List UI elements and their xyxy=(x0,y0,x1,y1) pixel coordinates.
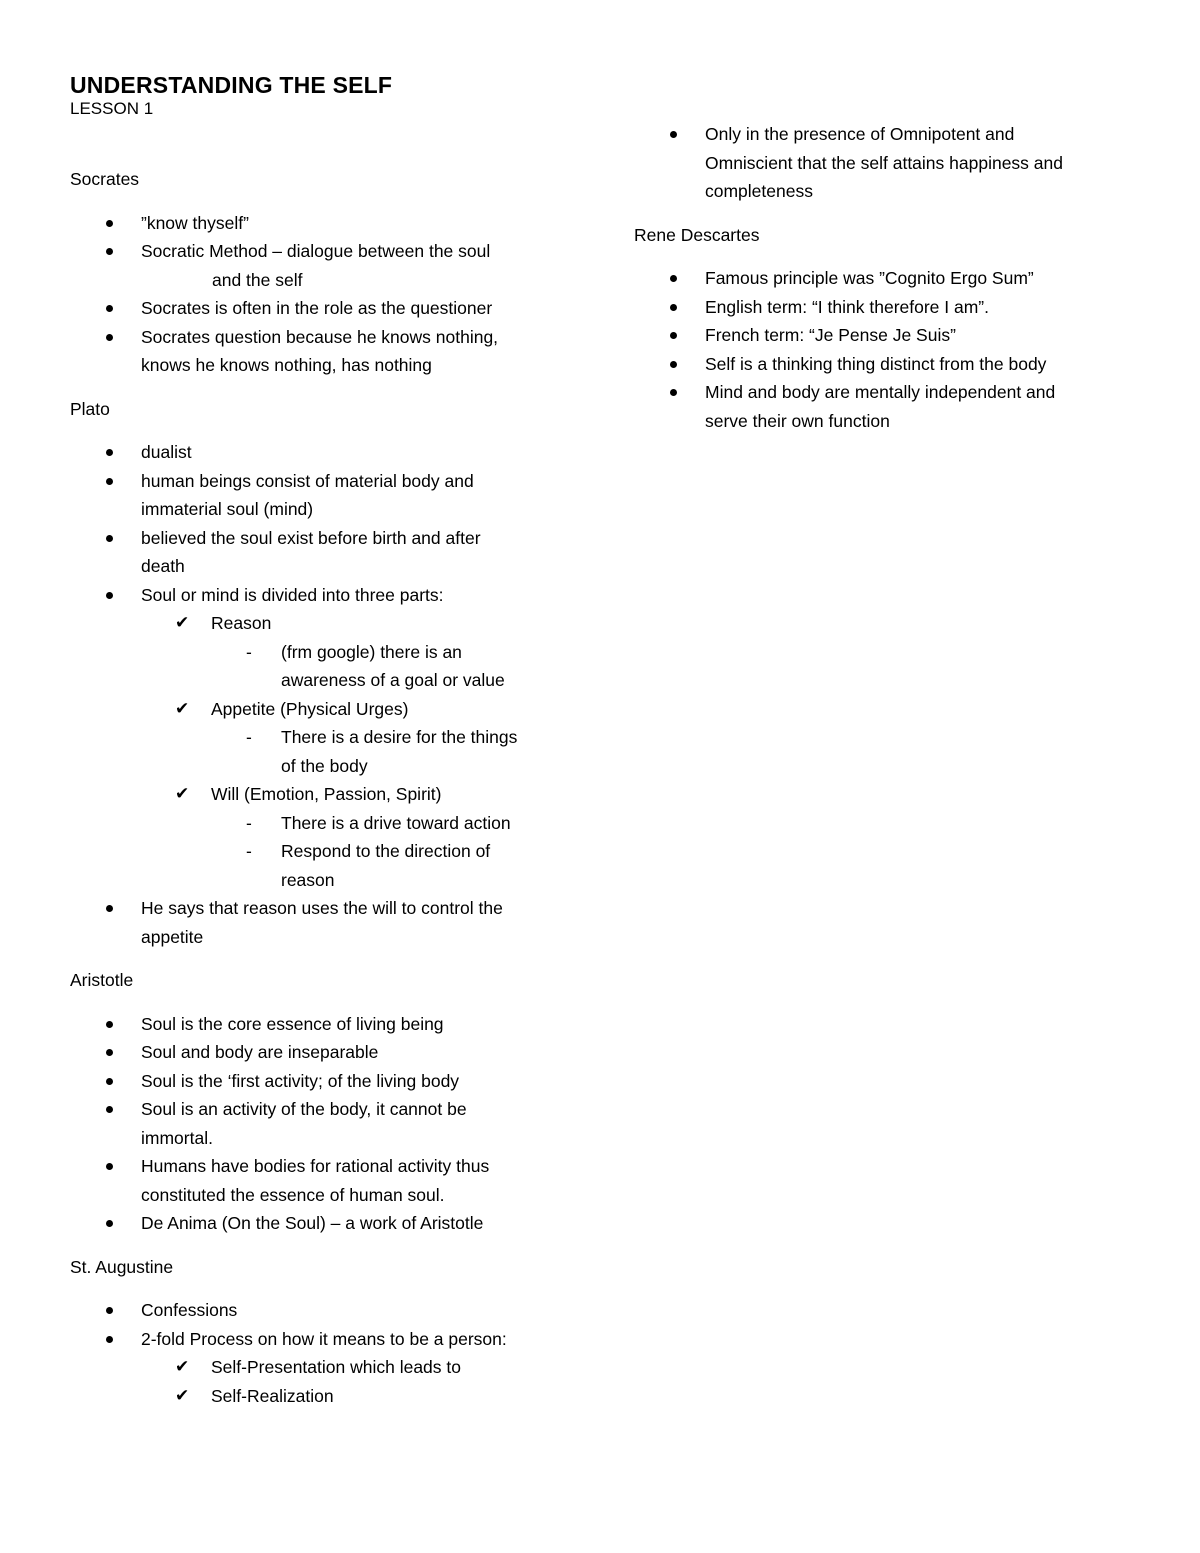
list-item: He says that reason uses the will to control the appetite xyxy=(70,894,570,951)
bullet-icon xyxy=(106,220,113,227)
list-item: Only in the presence of Omnipotent and Omniscient that the self attains happiness and completeness xyxy=(634,120,1134,206)
list-item: believed the soul exist before birth and after death xyxy=(70,524,570,581)
sub-item: - There is a desire for the things of the body xyxy=(70,723,570,780)
bullet-icon xyxy=(670,389,677,396)
bullet-icon xyxy=(106,1220,113,1227)
sub-list xyxy=(141,723,570,780)
dash-icon: - xyxy=(246,841,252,861)
list-item: Soul or mind is divided into three parts: ✔ Reason - (frm google) there is an awareness of a goal or value ✔ Appetite (Physical Urges) - There is a desire for the things of the body ✔ Will (Emotion, Passion, Spirit) - There is a drive toward action - Respond to the direction of reason xyxy=(70,581,570,895)
list-item: human beings consist of material body and immaterial soul (mind) xyxy=(70,467,570,524)
socrates-list xyxy=(70,209,570,380)
bullet-icon xyxy=(106,334,113,341)
list-item: Soul and body are inseparable xyxy=(70,1038,570,1067)
augustine-list xyxy=(70,1296,570,1410)
bullet-icon xyxy=(106,1049,113,1056)
bullet-icon xyxy=(106,1336,113,1343)
soul-part-appetite: ✔ Appetite (Physical Urges) - There is a desire for the things of the body xyxy=(70,695,570,781)
dash-icon: - xyxy=(246,812,252,833)
lesson-label: LESSON 1 xyxy=(70,99,154,118)
list-item: 2-fold Process on how it means to be a person: ✔ Self-Presentation which leads to ✔ Self-Realization xyxy=(70,1325,570,1411)
bullet-icon xyxy=(670,304,677,311)
list-item: Self is a thinking thing distinct from the body xyxy=(634,350,1134,379)
right-column xyxy=(634,120,1134,435)
document-title: UNDERSTANDING THE SELF xyxy=(70,72,393,98)
list-item: French term: “Je Pense Je Suis” xyxy=(634,321,1134,350)
list-item: ”know thyself” xyxy=(70,209,570,238)
list-item: Socratic Method – dialogue between the soul and the self xyxy=(70,237,570,294)
sub-item: - (frm google) there is an awareness of a goal or value xyxy=(70,638,570,695)
list-item: Soul is an activity of the body, it cannot be immortal. xyxy=(70,1095,570,1152)
section-heading-aristotle: Aristotle xyxy=(70,970,134,990)
list-item: Soul is the ‘first activity; of the living body xyxy=(70,1067,570,1096)
section-heading-descartes: Rene Descartes xyxy=(634,224,760,245)
section-heading-plato: Plato xyxy=(70,398,110,419)
list-item: Confessions xyxy=(70,1296,570,1325)
bullet-icon xyxy=(106,535,113,542)
dash-icon: - xyxy=(246,727,252,747)
left-column xyxy=(70,165,570,1410)
list-item: De Anima (On the Soul) – a work of Aristotle xyxy=(70,1209,570,1238)
soul-part-reason: ✔ Reason - (frm google) there is an awareness of a goal or value xyxy=(70,609,570,695)
augustine-steps xyxy=(141,1353,570,1410)
sub-item: - Respond to the direction of reason xyxy=(70,837,570,894)
section-heading-augustine: St. Augustine xyxy=(70,1256,174,1277)
bullet-icon xyxy=(670,332,677,339)
bullet-icon xyxy=(106,478,113,485)
bullet-icon xyxy=(106,248,113,255)
checkmark-icon: ✔ xyxy=(175,698,190,719)
checkmark-icon: ✔ xyxy=(175,613,190,633)
section-heading-socrates: Socrates xyxy=(70,169,140,189)
bullet-icon xyxy=(670,275,677,282)
sub-list xyxy=(141,809,570,895)
checkmark-icon: ✔ xyxy=(175,784,190,804)
soul-part-will: ✔ Will (Emotion, Passion, Spirit) - There is a drive toward action - Respond to the direction of reason xyxy=(70,780,570,894)
bullet-icon xyxy=(106,1163,113,1170)
soul-parts-list xyxy=(141,609,570,894)
list-item: Soul is the core essence of living being xyxy=(70,1010,570,1039)
descartes-list xyxy=(634,264,1134,435)
sub-item: - There is a drive toward action xyxy=(70,809,570,838)
checkmark-icon: ✔ xyxy=(175,1385,190,1406)
checkmark-icon: ✔ xyxy=(175,1357,190,1377)
sub-list xyxy=(141,638,570,695)
plato-list xyxy=(70,438,570,951)
list-item: dualist xyxy=(70,438,570,467)
bullet-icon xyxy=(106,1078,113,1085)
aristotle-list xyxy=(70,1010,570,1238)
list-item: Famous principle was ”Cognito Ergo Sum” xyxy=(634,264,1134,293)
bullet-icon xyxy=(106,905,113,912)
step-item: ✔ Self-Presentation which leads to xyxy=(70,1353,570,1382)
bullet-icon xyxy=(106,592,113,599)
bullet-icon xyxy=(106,1021,113,1028)
list-item: Socrates question because he knows nothing, knows he knows nothing, has nothing xyxy=(70,323,570,380)
dash-icon: - xyxy=(246,641,252,662)
bullet-icon xyxy=(106,305,113,312)
bullet-icon xyxy=(106,449,113,456)
bullet-icon xyxy=(106,1106,113,1113)
list-item: Humans have bodies for rational activity thus constituted the essence of human soul. xyxy=(70,1152,570,1209)
list-item: English term: “I think therefore I am”. xyxy=(634,293,1134,322)
list-item: Socrates is often in the role as the questioner xyxy=(70,294,570,323)
bullet-icon xyxy=(670,131,677,138)
augustine-continued-list xyxy=(634,120,1134,206)
step-item: ✔ Self-Realization xyxy=(70,1382,570,1411)
bullet-icon xyxy=(106,1307,113,1314)
bullet-icon xyxy=(670,361,677,368)
list-item: Mind and body are mentally independent and serve their own function xyxy=(634,378,1134,435)
